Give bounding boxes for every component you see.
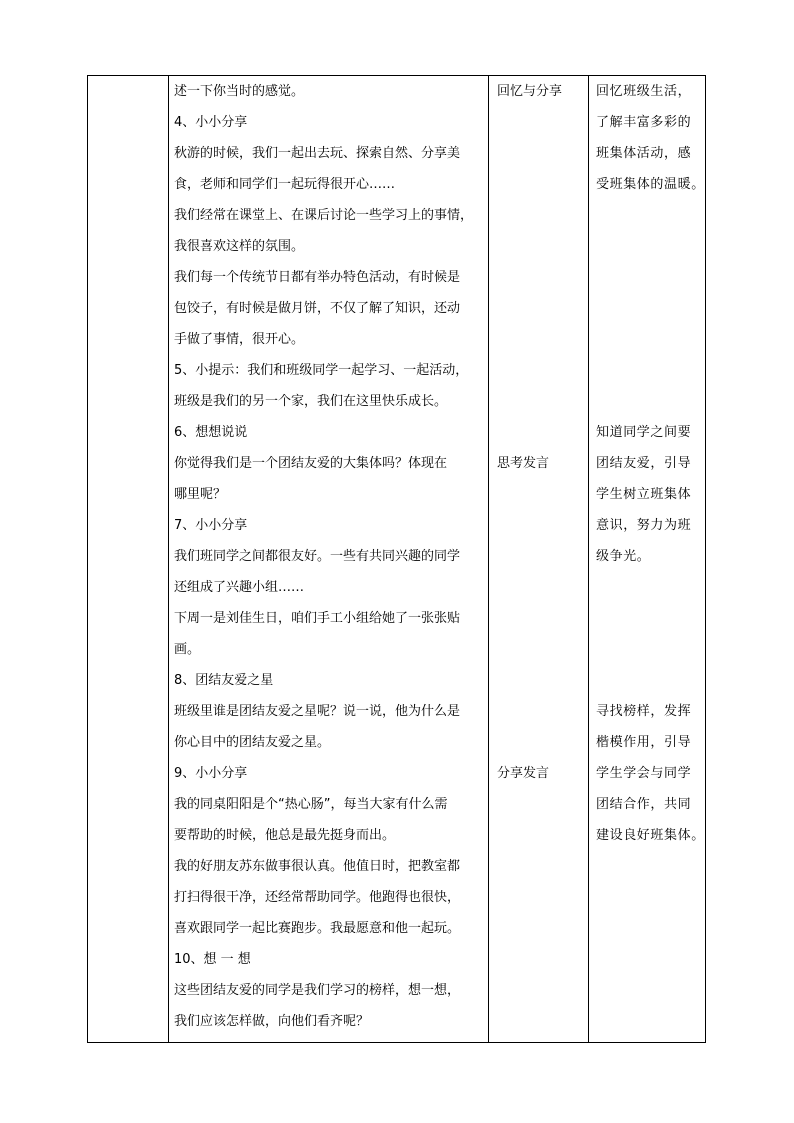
section-heading: 10、想 一 想 xyxy=(174,952,251,967)
text-line: 述一下你当时的感觉。 xyxy=(174,84,305,99)
text-line: 手做了事情，很开心。 xyxy=(174,332,305,347)
section-heading: 5、小提示：我们和班级同学一起学习、一起活动， xyxy=(174,363,469,378)
text-line: 哪里呢？ xyxy=(174,487,227,502)
intent-line: 班集体活动，感 xyxy=(596,146,692,161)
teaching-process-cell xyxy=(174,76,488,1042)
column-divider xyxy=(588,76,589,1042)
lesson-table xyxy=(87,75,706,1043)
text-line: 班级里谁是团结友爱之星呢？说一说，他为什么是 xyxy=(174,704,461,719)
text-line: 包饺子，有时候是做月饼，不仅了解了知识，还动 xyxy=(174,301,461,316)
text-line: 喜欢跟同学一起比赛跑步。我最愿意和他一起玩。 xyxy=(174,921,461,936)
activity-label: 分享发言 xyxy=(497,766,550,781)
text-line: 班级是我们的另一个家，我们在这里快乐成长。 xyxy=(174,394,448,409)
intent-line: 团结合作，共同 xyxy=(596,797,692,812)
intent-line: 受班集体的温暖。 xyxy=(596,177,705,192)
section-heading: 9、小小分享 xyxy=(174,766,248,781)
intent-line: 学生学会与同学 xyxy=(596,766,692,781)
section-heading: 4、小小分享 xyxy=(174,115,248,130)
text-line: 我的同桌阳阳是个“热心肠”，每当大家有什么需 xyxy=(174,797,448,812)
section-heading: 7、小小分享 xyxy=(174,518,248,533)
section-heading: 6、想想说说 xyxy=(174,425,248,440)
intent-line: 楷模作用，引导 xyxy=(596,735,692,750)
intent-line: 团结友爱，引导 xyxy=(596,456,692,471)
text-line: 下周一是刘佳生日，咱们手工小组给她了一张张贴 xyxy=(174,611,461,626)
intent-line: 级争光。 xyxy=(596,549,651,564)
intent-line: 建设良好班集体。 xyxy=(596,828,705,843)
section-heading: 8、团结友爱之星 xyxy=(174,673,274,688)
column-divider xyxy=(168,76,169,1042)
intent-line: 了解丰富多彩的 xyxy=(596,115,692,130)
activity-label: 思考发言 xyxy=(497,456,550,471)
text-line: 我们每一个传统节日都有举办特色活动，有时候是 xyxy=(174,270,461,285)
text-line: 你心目中的团结友爱之星。 xyxy=(174,735,331,750)
text-line: 我们经常在课堂上、在课后讨论一些学习上的事情， xyxy=(174,208,474,223)
text-line: 你觉得我们是一个团结友爱的大集体吗？体现在 xyxy=(174,456,448,471)
student-activity-cell xyxy=(497,76,587,1042)
column-divider xyxy=(488,76,489,1042)
text-line: 我很喜欢这样的氛围。 xyxy=(174,239,305,254)
intent-line: 知道同学之间要 xyxy=(596,425,692,440)
activity-label: 回忆与分享 xyxy=(497,84,563,99)
text-line: 我的好朋友苏东做事很认真。他值日时，把教室都 xyxy=(174,859,461,874)
design-intent-cell xyxy=(596,76,706,1042)
text-line: 食，老师和同学们一起玩得很开心…… xyxy=(174,177,396,192)
intent-line: 学生树立班集体 xyxy=(596,487,692,502)
text-line: 我们应该怎样做，向他们看齐呢？ xyxy=(174,1014,370,1029)
text-line: 要帮助的时候，他总是最先挺身而出。 xyxy=(174,828,396,843)
text-line: 还组成了兴趣小组…… xyxy=(174,580,305,595)
intent-line: 意识，努力为班 xyxy=(596,518,692,533)
text-line: 画。 xyxy=(174,642,201,657)
text-line: 秋游的时候，我们一起出去玩、探索自然、分享美 xyxy=(174,146,461,161)
text-line: 打扫得很干净，还经常帮助同学。他跑得也很快， xyxy=(174,890,461,905)
intent-line: 寻找榜样，发挥 xyxy=(596,704,692,719)
text-line: 我们班同学之间都很友好。一些有共同兴趣的同学 xyxy=(174,549,461,564)
text-line: 这些团结友爱的同学是我们学习的榜样，想一想， xyxy=(174,983,461,998)
intent-line: 回忆班级生活， xyxy=(596,84,692,99)
